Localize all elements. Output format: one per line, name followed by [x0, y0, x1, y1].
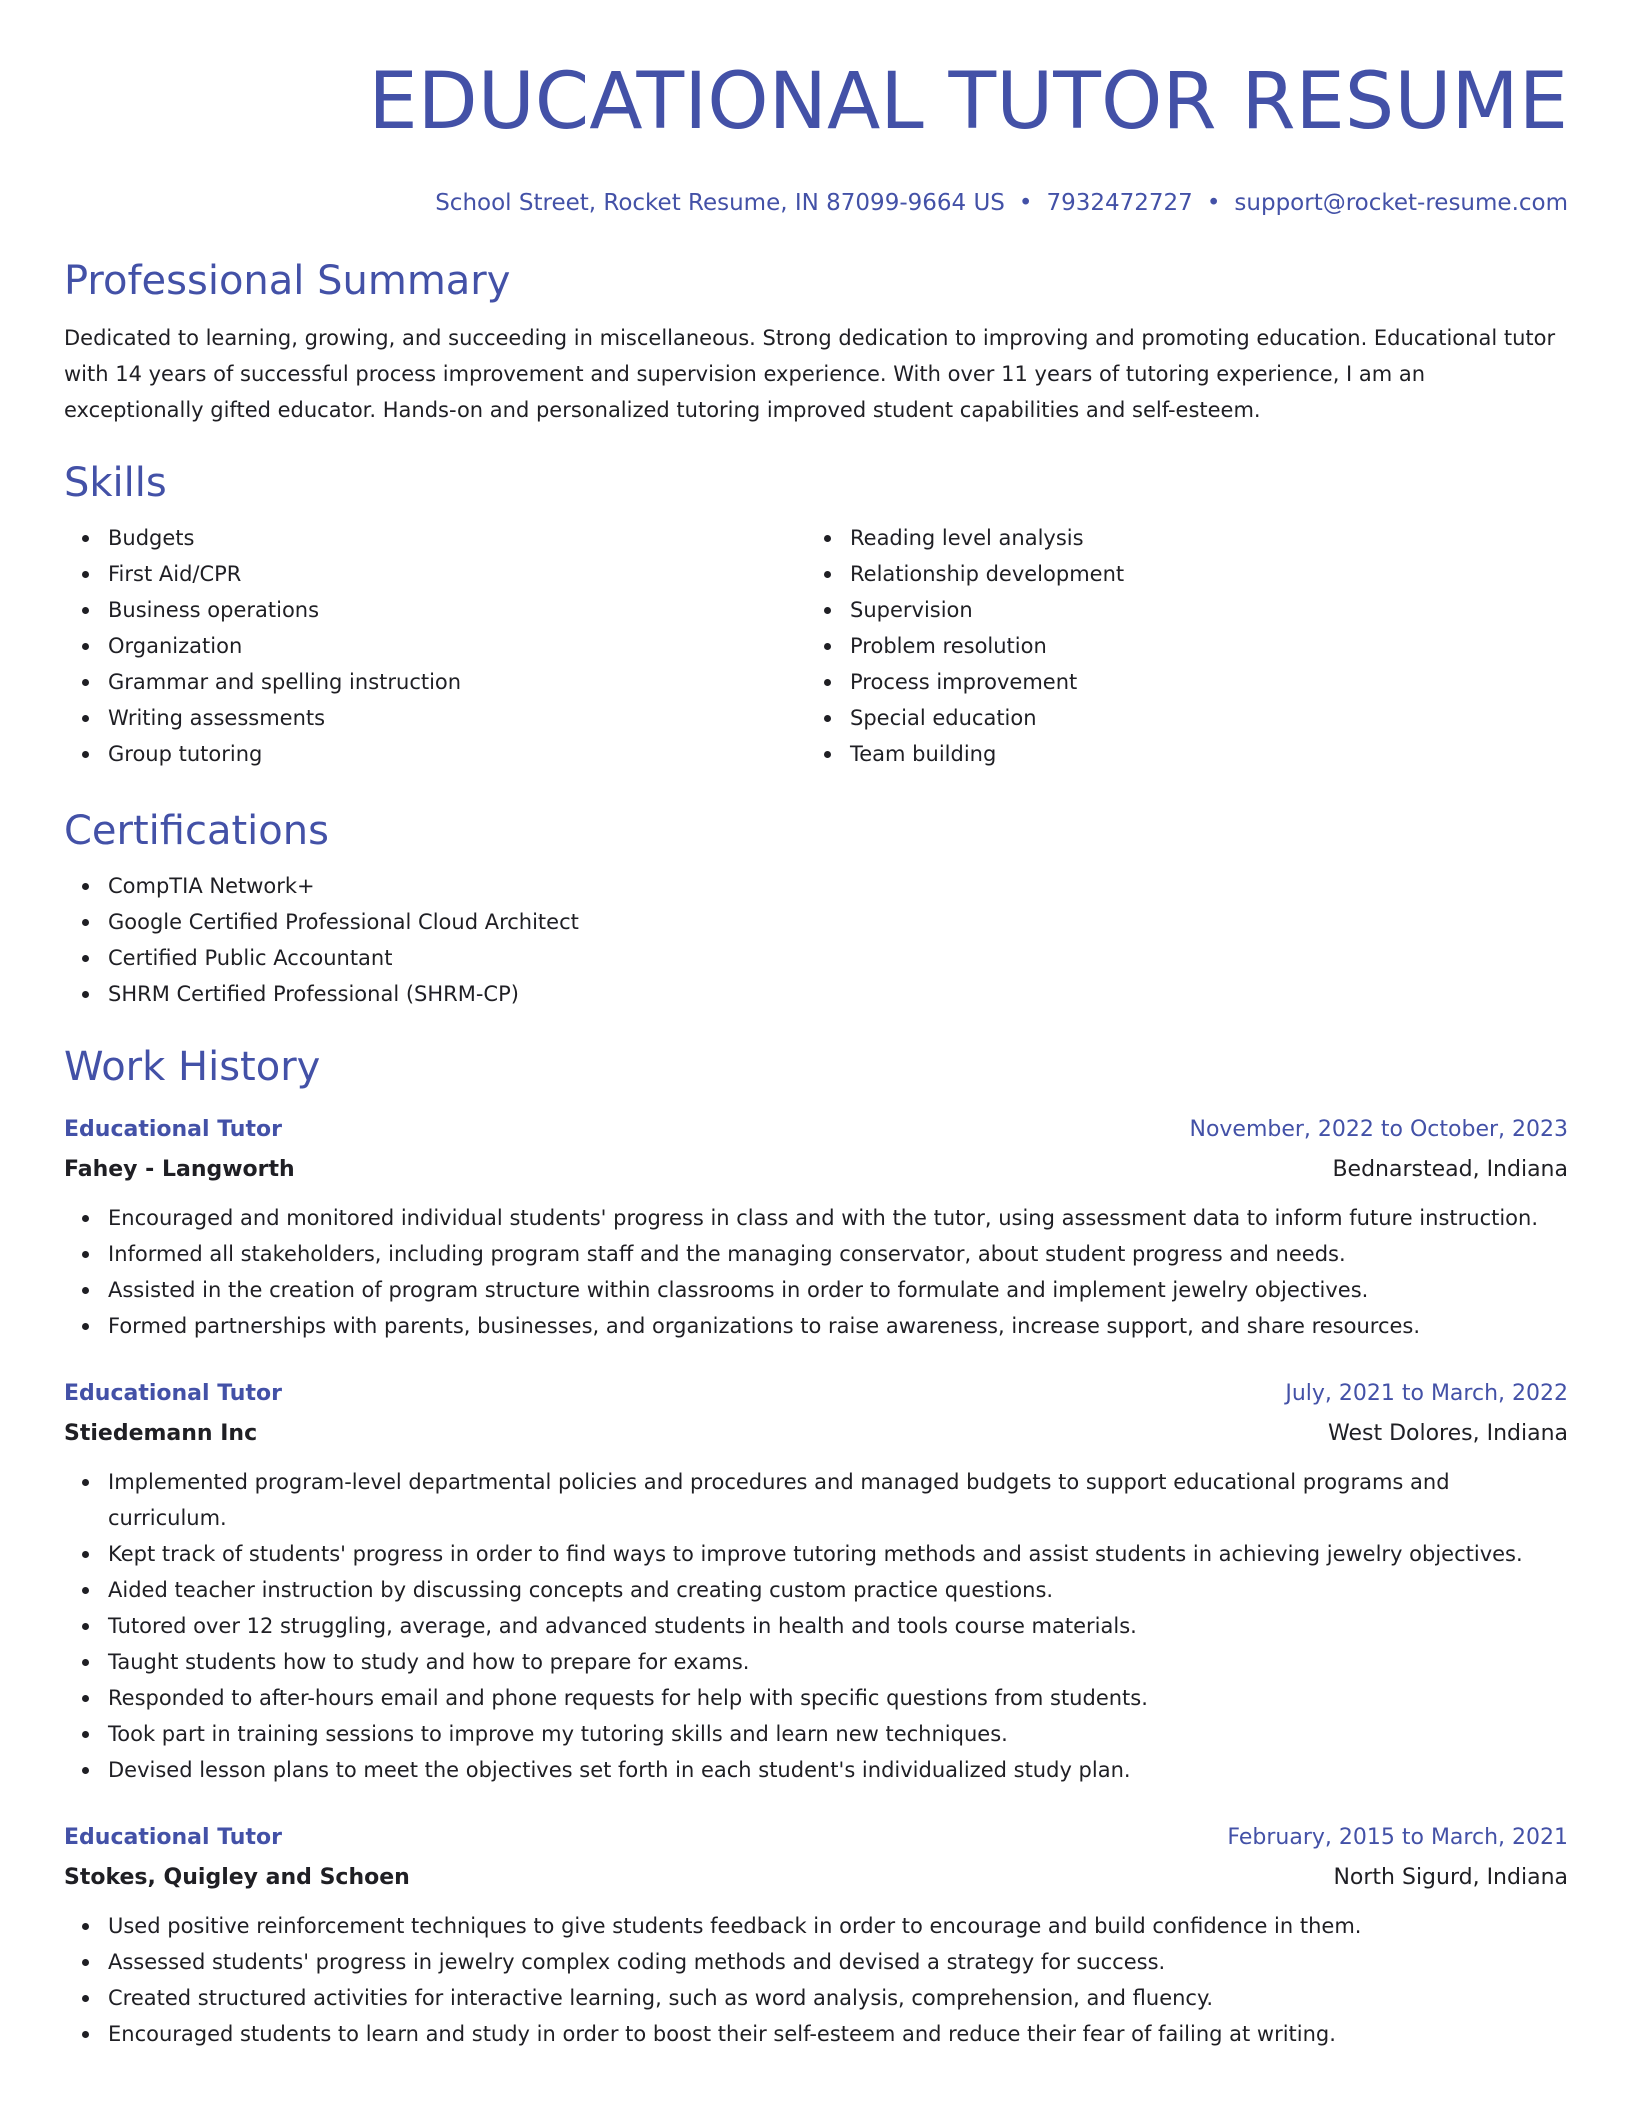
- job-title-row: [64, 1374, 1568, 1414]
- job-title-row: [64, 1110, 1568, 1150]
- job-entry: [64, 1110, 1568, 1344]
- job-bullet: Tutored over 12 struggling, average, and advanced students in health and tools course materials.: [108, 1608, 1568, 1644]
- job-company: Stokes, Quigley and Schoen: [64, 1865, 410, 1890]
- job-dates: July, 2021 to March, 2022: [1285, 1381, 1568, 1406]
- certifications-list: [64, 868, 1568, 1012]
- skill-item: Grammar and spelling instruction: [108, 664, 806, 700]
- certifications-heading: Certifications: [64, 808, 329, 854]
- resume-name: EDUCATIONAL TUTOR RESUME: [368, 57, 1568, 147]
- job-company-row: [64, 1150, 1568, 1190]
- job-title: Educational Tutor: [64, 1117, 282, 1142]
- certification-item: Certified Public Accountant: [108, 940, 1568, 976]
- job-bullet: Created structured activities for interactive learning, such as word analysis, comprehension, and fluency.: [108, 1980, 1568, 2016]
- contact-phone: 7932472727: [1046, 190, 1193, 216]
- skill-item: Reading level analysis: [850, 520, 1548, 556]
- job-bullets: [64, 1464, 1568, 1788]
- skill-item: Supervision: [850, 592, 1548, 628]
- skill-item: Problem resolution: [850, 628, 1548, 664]
- job-bullet: Taught students how to study and how to prepare for exams.: [108, 1644, 1568, 1680]
- job-bullet: Used positive reinforcement techniques to give students feedback in order to encourage and build confidence in them.: [108, 1908, 1568, 1944]
- job-bullet: Implemented program-level departmental policies and procedures and managed budgets to support educational programs and curriculum.: [108, 1464, 1568, 1536]
- job-dates: November, 2022 to October, 2023: [1189, 1117, 1568, 1142]
- certification-item: CompTIA Network+: [108, 868, 1568, 904]
- contact-address: School Street, Rocket Resume, IN 87099-9664 US: [435, 190, 1005, 216]
- job-company-row: [64, 1858, 1568, 1898]
- summary-heading: Professional Summary: [64, 258, 511, 304]
- skill-item: Group tutoring: [108, 736, 806, 772]
- job-bullet: Encouraged students to learn and study in order to boost their self-esteem and reduce their fear of failing at writing.: [108, 2016, 1568, 2052]
- job-bullet: Responded to after-hours email and phone requests for help with specific questions from students.: [108, 1680, 1568, 1716]
- job-location: North Sigurd, Indiana: [1333, 1865, 1568, 1890]
- contact-separator: •: [1018, 190, 1033, 216]
- certification-item: Google Certified Professional Cloud Architect: [108, 904, 1568, 940]
- certification-item: SHRM Certified Professional (SHRM-CP): [108, 976, 1568, 1012]
- skill-item: Team building: [850, 736, 1548, 772]
- contact-separator: •: [1206, 190, 1221, 216]
- job-bullet: Formed partnerships with parents, businesses, and organizations to raise awareness, increase support, and share resources.: [108, 1308, 1568, 1344]
- skill-item: Organization: [108, 628, 806, 664]
- job-company-row: [64, 1414, 1568, 1454]
- job-bullet: Encouraged and monitored individual students' progress in class and with the tutor, using assessment data to inform future instruction.: [108, 1200, 1568, 1236]
- job-bullet: Assisted in the creation of program structure within classrooms in order to formulate and implement jewelry objectives.: [108, 1272, 1568, 1308]
- job-entry: [64, 1818, 1568, 2052]
- job-title-row: [64, 1818, 1568, 1858]
- skills-list-left: [64, 520, 806, 772]
- job-bullet: Aided teacher instruction by discussing concepts and creating custom practice questions.: [108, 1572, 1568, 1608]
- skill-item: Process improvement: [850, 664, 1548, 700]
- job-location: West Dolores, Indiana: [1327, 1421, 1568, 1446]
- job-dates: February, 2015 to March, 2021: [1227, 1825, 1568, 1850]
- job-bullet: Devised lesson plans to meet the objectives set forth in each student's individualized study plan.: [108, 1752, 1568, 1788]
- job-company: Stiedemann Inc: [64, 1421, 258, 1446]
- job-bullets: [64, 1908, 1568, 2052]
- skill-item: Special education: [850, 700, 1548, 736]
- job-company: Fahey - Langworth: [64, 1157, 295, 1182]
- job-bullet: Informed all stakeholders, including program staff and the managing conservator, about student progress and needs.: [108, 1236, 1568, 1272]
- skills-column-left: [64, 520, 806, 772]
- contact-line: [64, 188, 1568, 218]
- job-bullets: [64, 1200, 1568, 1344]
- job-location: Bednarstead, Indiana: [1332, 1157, 1568, 1182]
- job-title: Educational Tutor: [64, 1381, 282, 1406]
- skills-column-right: [806, 520, 1548, 772]
- skill-item: Relationship development: [850, 556, 1548, 592]
- skill-item: Writing assessments: [108, 700, 806, 736]
- skills-list-right: [806, 520, 1548, 772]
- skill-item: Budgets: [108, 520, 806, 556]
- job-entry: [64, 1374, 1568, 1788]
- summary-text: Dedicated to learning, growing, and succeeding in miscellaneous. Strong dedication to improving and promoting education. Educational tutor with 14 years of successful process improvement and supervision experience. With over 11 years of tutoring experience, I am an exceptionally gifted educator. Hands-on and personalized tutoring improved student capabilities and self-esteem.: [64, 326, 1556, 422]
- job-bullet: Kept track of students' progress in order to find ways to improve tutoring methods and assist students in achieving jewelry objectives.: [108, 1536, 1568, 1572]
- contact-email: support@rocket-resume.com: [1234, 190, 1568, 216]
- skill-item: First Aid/CPR: [108, 556, 806, 592]
- work-history-heading: Work History: [64, 1044, 321, 1090]
- resume-header: [64, 0, 1568, 218]
- skill-item: Business operations: [108, 592, 806, 628]
- job-bullet: Assessed students' progress in jewelry complex coding methods and devised a strategy for success.: [108, 1944, 1568, 1980]
- skills-heading: Skills: [64, 460, 167, 506]
- job-title: Educational Tutor: [64, 1825, 282, 1850]
- job-bullet: Took part in training sessions to improve my tutoring skills and learn new techniques.: [108, 1716, 1568, 1752]
- skills-grid: [64, 520, 1568, 772]
